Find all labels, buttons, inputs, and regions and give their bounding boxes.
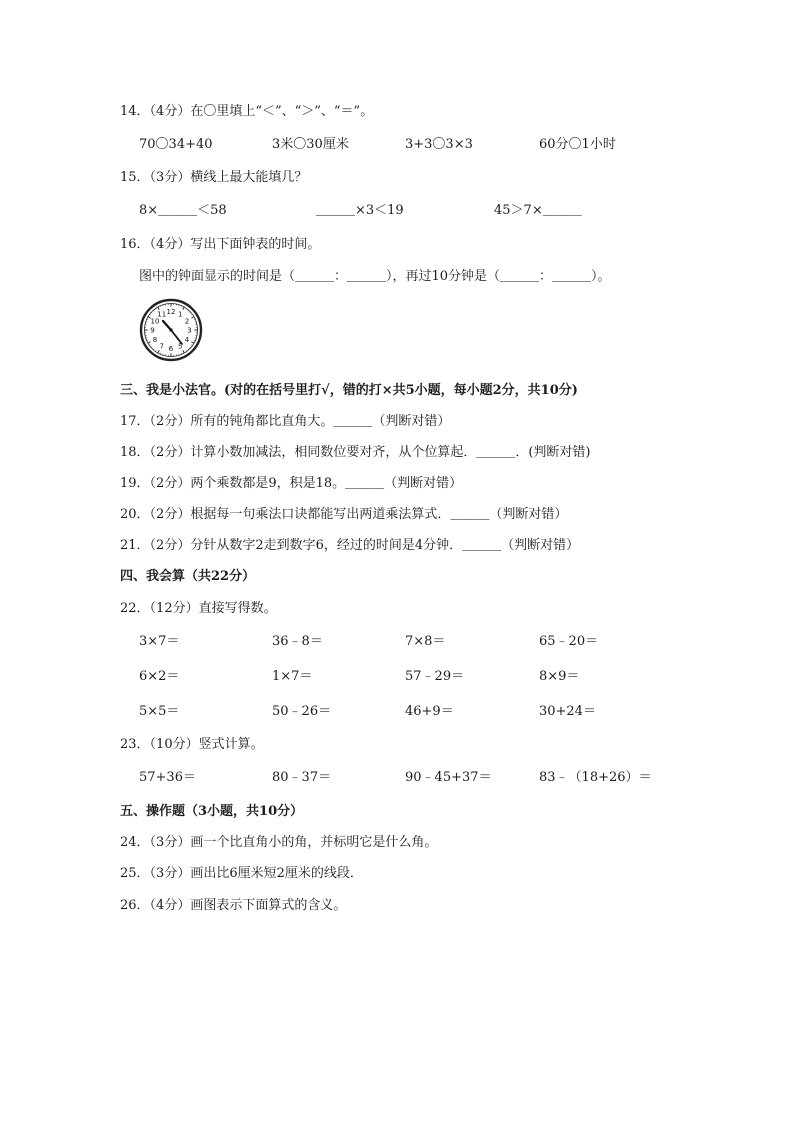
clock-face <box>139 298 203 362</box>
clock-number: 9 <box>150 326 155 335</box>
q22-r1-c4: 65﹣20＝ <box>539 634 599 649</box>
q14-item-3: 3+3〇3×3 <box>405 137 473 152</box>
q22-r2-c1: 6×2＝ <box>139 669 180 684</box>
q22-r2-c4: 8×9＝ <box>539 669 580 684</box>
q22-r1-c2: 36﹣8＝ <box>272 634 323 649</box>
q21: 21．（2分）分针从数字2走到数字6，经过的时间是4分钟．＿＿＿（判断对错） <box>120 538 580 553</box>
clock-center-dot <box>169 328 172 331</box>
q14-title: 14．（4分）在〇里填上“＜”、“＞”、“＝”。 <box>120 104 374 119</box>
q23-item-2: 80﹣37＝ <box>272 770 332 785</box>
clock-number: 6 <box>168 345 174 353</box>
clock-number: 1 <box>178 310 183 319</box>
q23-title: 23．（10分）竖式计算。 <box>120 737 264 752</box>
q23-item-4: 83﹣（18+26）＝ <box>539 770 652 785</box>
section4-heading: 四、我会算（共22分） <box>120 569 256 584</box>
q22-r2-c2: 1×7＝ <box>272 669 313 684</box>
q15-title: 15．（3分）横线上最大能填几？ <box>120 170 308 185</box>
q22-r1-c1: 3×7＝ <box>139 634 180 649</box>
q23-item-1: 57+36＝ <box>139 770 196 785</box>
q15-item-2: ＿＿＿×3＜19 <box>316 203 404 218</box>
clock-number: 3 <box>187 326 192 335</box>
clock-number: 10 <box>150 317 160 326</box>
q17: 17．（2分）所有的钝角都比直角大。＿＿＿（判断对错） <box>120 414 451 429</box>
q15-item-3: 45＞7×＿＿＿ <box>494 203 582 218</box>
q20: 20．（2分）根据每一句乘法口诀都能写出两道乘法算式．＿＿＿（判断对错） <box>120 507 568 522</box>
q22-r3-c3: 46+9＝ <box>405 704 454 719</box>
q16-text: 图中的钟面显示的时间是（＿＿＿：＿＿＿），再过10分钟是（＿＿＿：＿＿＿）。 <box>139 269 611 284</box>
q14-item-1: 70〇34+40 <box>139 137 213 152</box>
q23-item-3: 90﹣45+37＝ <box>405 770 492 785</box>
q22-r3-c2: 50﹣26＝ <box>272 704 332 719</box>
q24: 24．（3分）画一个比直角小的角，并标明它是什么角。 <box>120 835 438 850</box>
section5-heading: 五、操作题（3小题，共10分） <box>120 804 304 819</box>
clock-number: 4 <box>184 335 190 344</box>
q22-r2-c3: 57﹣29＝ <box>405 669 465 684</box>
q14-item-2: 3米〇30厘米 <box>272 137 349 152</box>
q18: 18．（2分）计算小数加减法，相同数位要对齐，从个位算起．＿＿＿．(判断对错) <box>120 445 591 460</box>
clock-number: 2 <box>184 317 190 326</box>
q22-r1-c3: 7×8＝ <box>405 634 446 649</box>
q26: 26．（4分）画图表示下面算式的含义。 <box>120 898 347 913</box>
q22-r3-c4: 30+24＝ <box>539 704 596 719</box>
clock-number: 5 <box>178 342 183 351</box>
q25: 25．（3分）画出比6厘米短2厘米的线段． <box>120 866 363 881</box>
clock-number: 7 <box>159 342 164 351</box>
clock-number: 12 <box>166 308 176 316</box>
section3-heading: 三、我是小法官。(对的在括号里打√，错的打×共5小题，每小题2分，共10分) <box>120 383 578 398</box>
q22-r3-c1: 5×5＝ <box>139 704 180 719</box>
q19: 19．（2分）两个乘数都是9，积是18。＿＿＿（判断对错） <box>120 476 463 491</box>
clock-number: 8 <box>152 335 158 344</box>
q16-title: 16．（4分）写出下面钟表的时间。 <box>120 237 321 252</box>
q14-item-4: 60分〇1小时 <box>539 137 616 152</box>
clock-number: 11 <box>157 310 167 319</box>
q22-title: 22．（12分）直接写得数。 <box>120 601 277 616</box>
q15-item-1: 8×＿＿＿＜58 <box>139 203 227 218</box>
